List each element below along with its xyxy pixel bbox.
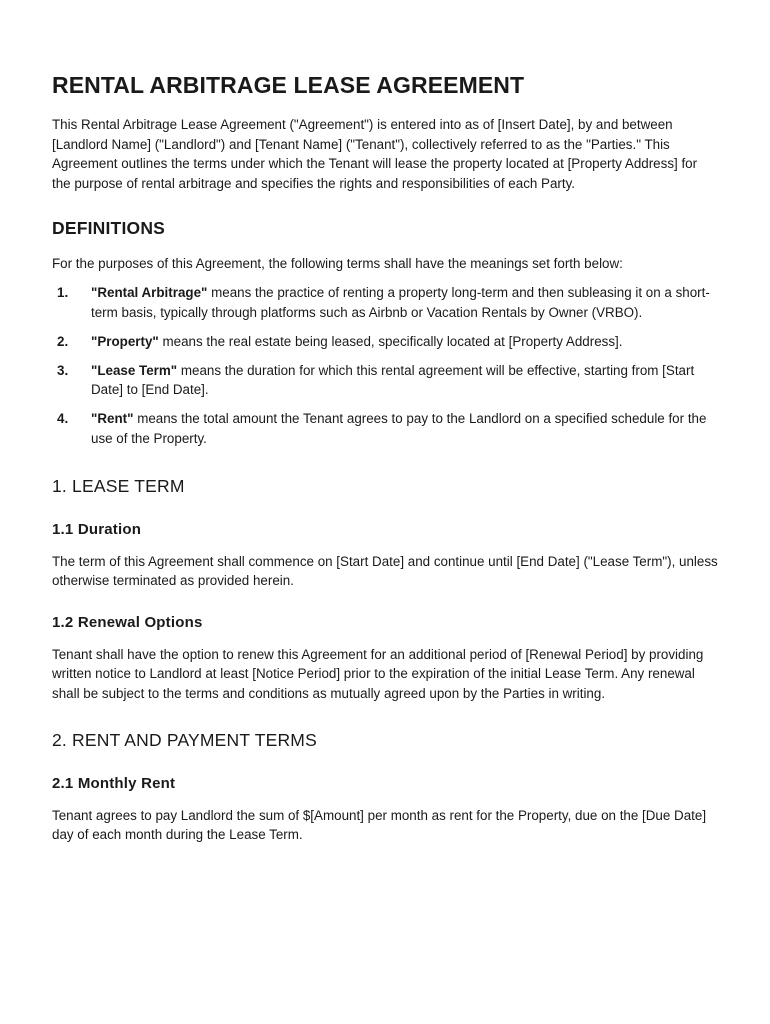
definitions-lead: For the purposes of this Agreement, the following terms shall have the meanings set forth below: <box>52 256 623 272</box>
definition-number: 2. <box>57 333 69 349</box>
definition-term: "Lease Term" <box>91 362 178 378</box>
definitions-heading-text: DEFINITIONS <box>52 218 166 239</box>
section-2-1-text: Tenant agrees to pay Landlord the sum of $[Amount] per month as rent for the Property, due on the [Due Date] day of each month during the Lease Term. <box>52 807 707 843</box>
definition-item <box>52 283 718 322</box>
definition-number: 3. <box>57 362 69 378</box>
definition-number: 4. <box>57 411 69 427</box>
definition-text: means the real estate being leased, specifically located at [Property Address]. <box>158 333 623 349</box>
intro-paragraph: This Rental Arbitrage Lease Agreement ("Agreement") is entered into as of [Insert Date], by and between [Landlord Name] ("Landlord") and [Tenant Name] ("Tenant"), collectively referred to as the "Parties." This Agreement outlines the terms under which the Tenant will lease the property located at [Property Address] for the purpose of rental arbitrage and specifies the rights and responsibilities of each Party. <box>52 117 698 191</box>
section-2-1-heading: 2.1 Monthly Rent <box>52 774 176 792</box>
definition-term: "Rental Arbitrage" <box>91 284 208 300</box>
definition-item <box>52 361 718 400</box>
definitions-heading <box>52 216 718 240</box>
definition-term: "Rent" <box>91 411 134 427</box>
section-1-1-heading: 1.1 Duration <box>52 520 142 538</box>
section-1-2-text: Tenant shall have the option to renew this Agreement for an additional period of [Renewal Period] by providing written notice to Landlord at least [Notice Period] prior to the expiration of the initial Lease Term. Any renewal shall be subject to the terms and conditions as mutually agreed upon by the Parties in writing. <box>52 646 704 701</box>
definition-text: means the duration for which this rental agreement will be effective, starting from [Start Date] to [End Date]. <box>91 362 695 398</box>
definition-term: "Property" <box>91 333 159 349</box>
document-title: RENTAL ARBITRAGE LEASE AGREEMENT <box>52 72 525 98</box>
section-1-heading: 1. LEASE TERM <box>52 475 185 496</box>
section-2-heading: 2. RENT AND PAYMENT TERMS <box>52 729 317 750</box>
definition-text: means the practice of renting a property long-term and then subleasing it on a short-term basis, typically through platforms such as Airbnb or Vacation Rentals by Owner (VRBO). <box>91 284 710 320</box>
definition-item <box>52 409 718 448</box>
section-1-1-text: The term of this Agreement shall commence on [Start Date] and continue until [End Date] ("Lease Term"), unless otherwise terminated as provided herein. <box>52 553 718 589</box>
section-1-2-heading: 1.2 Renewal Options <box>52 613 203 631</box>
definition-item <box>52 332 718 352</box>
definition-text: means the total amount the Tenant agrees to pay to the Landlord on a specified schedule for the use of the Property. <box>91 411 707 447</box>
definition-number: 1. <box>57 284 69 300</box>
definitions-list <box>52 283 718 449</box>
